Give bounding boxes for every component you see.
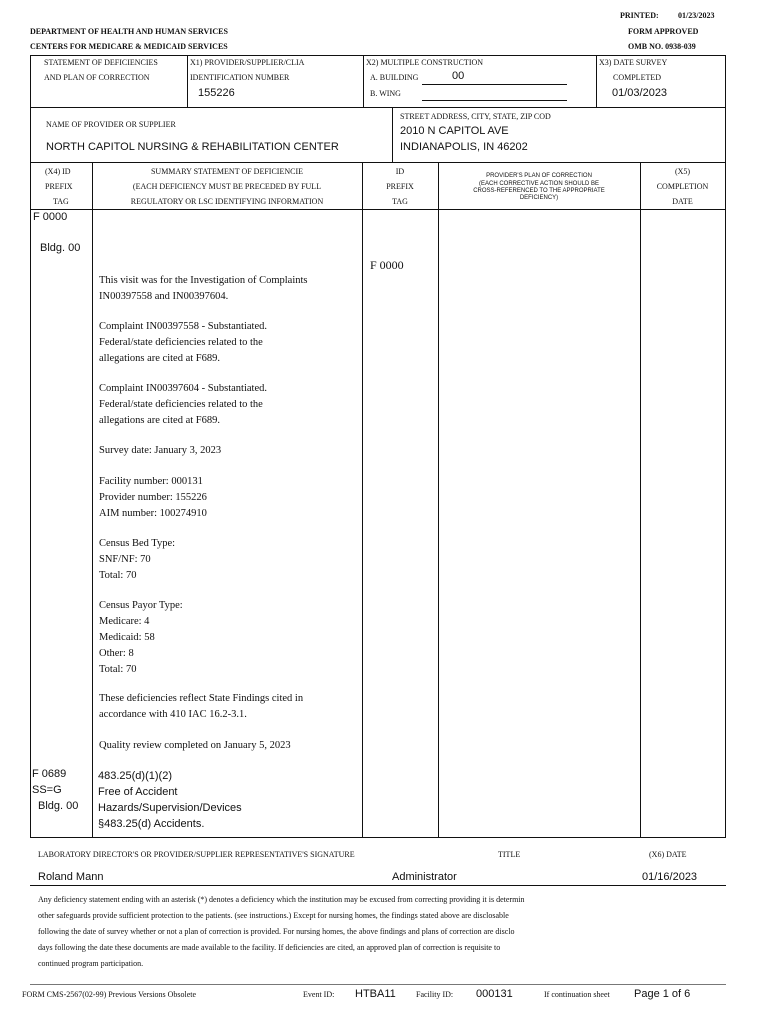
regulation-text: 483.25(d)(1)(2) Free of Accident Hazards/Supervision/Devices §483.25(d) Accidents. bbox=[98, 770, 242, 830]
continuation-label: If continuation sheet bbox=[544, 990, 610, 999]
plan-header-2: (EACH CORRECTIVE ACTION SHOULD BE bbox=[478, 181, 600, 187]
x4-header-3: TAG bbox=[53, 197, 69, 206]
summary-para-1: This visit was for the Investigation of Complaints IN00397558 and IN00397604. bbox=[99, 275, 308, 302]
department-name: DEPARTMENT OF HEALTH AND HUMAN SERVICES bbox=[30, 27, 228, 36]
statement-label-1: STATEMENT OF DEFICIENCIES bbox=[44, 58, 158, 67]
x3-label-2: COMPLETED bbox=[613, 73, 661, 82]
signer-title: Administrator bbox=[392, 871, 457, 883]
summary-para-8: These deficiencies reflect State Findings cited in accordance with 410 IAC 16.2-3.1. bbox=[99, 693, 304, 720]
printed-label: PRINTED: bbox=[620, 11, 659, 20]
x4-header-1: (X4) ID bbox=[45, 167, 71, 176]
x1-label-1: X1) PROVIDER/SUPPLIER/CLIA bbox=[190, 58, 305, 67]
statement-label-2: AND PLAN OF CORRECTION bbox=[44, 73, 150, 82]
event-id-value: HTBA11 bbox=[355, 988, 396, 1000]
deficiency-tag-2: F 0689 bbox=[32, 768, 67, 780]
provider-id-value: 155226 bbox=[198, 87, 235, 99]
summary-para-4: Survey date: January 3, 2023 bbox=[99, 445, 222, 456]
x6-date-label: (X6) DATE bbox=[649, 850, 687, 859]
id-header-3: TAG bbox=[392, 197, 408, 206]
x1-label-2: IDENTIFICATION NUMBER bbox=[190, 73, 290, 82]
summary-para-2: Complaint IN00397558 - Substantiated. Federal/state deficiencies related to the allegations are cited at F689. bbox=[99, 321, 267, 364]
title-label: TITLE bbox=[498, 850, 521, 859]
provider-name-label: NAME OF PROVIDER OR SUPPLIER bbox=[46, 120, 176, 129]
printed-date: 01/23/2023 bbox=[678, 11, 715, 20]
building-tag-1: Bldg. 00 bbox=[40, 242, 81, 254]
building-tag-2: Bldg. 00 bbox=[38, 800, 79, 812]
omb-number: OMB NO. 0938-039 bbox=[628, 42, 696, 51]
address-line-2: INDIANAPOLIS, IN 46202 bbox=[400, 141, 528, 153]
address-line-1: 2010 N CAPITOL AVE bbox=[400, 125, 509, 137]
event-id-label: Event ID: bbox=[303, 990, 335, 999]
x4-header-2: PREFIX bbox=[45, 182, 73, 191]
signature-date: 01/16/2023 bbox=[642, 871, 698, 883]
x2-label: X2) MULTIPLE CONSTRUCTION bbox=[366, 58, 484, 67]
provider-name-value: NORTH CAPITOL NURSING & REHABILITATION CENTER bbox=[46, 141, 339, 153]
facility-id-value: 000131 bbox=[476, 988, 513, 1000]
summary-para-7: Census Payor Type: Medicare: 4 Medicaid: 58 Other: 8 Total: 70 bbox=[99, 600, 183, 675]
wing-label: B. WING bbox=[370, 89, 401, 98]
summary-para-5: Facility number: 000131 Provider number: 155226 AIM number: 100274910 bbox=[99, 476, 207, 519]
centers-name: CENTERS FOR MEDICARE & MEDICAID SERVICES bbox=[30, 42, 228, 51]
summary-para-3: Complaint IN00397604 - Substantiated. Federal/state deficiencies related to the allegations are cited at F689. bbox=[99, 383, 267, 426]
plan-header-1: PROVIDER'S PLAN OF CORRECTION bbox=[486, 173, 592, 179]
survey-date-value: 01/03/2023 bbox=[612, 87, 668, 99]
x5-header-3: DATE bbox=[672, 197, 693, 206]
x5-header-2: COMPLETION bbox=[656, 182, 709, 191]
signer-name: Roland Mann bbox=[38, 871, 104, 883]
page-number: Page 1 of 6 bbox=[634, 988, 691, 1000]
building-label: A. BUILDING bbox=[370, 73, 419, 82]
form-approved: FORM APPROVED bbox=[628, 27, 699, 36]
x3-label-1: X3) DATE SURVEY bbox=[599, 58, 668, 67]
x5-header-1: (X5) bbox=[674, 167, 691, 176]
facility-id-label: Facility ID: bbox=[416, 990, 454, 999]
deficiency-tag-1: F 0000 bbox=[33, 211, 68, 223]
plan-header-4: DEFICIENCY) bbox=[519, 195, 559, 201]
summary-header-1: SUMMARY STATEMENT OF DEFICIENCIE bbox=[150, 167, 304, 176]
id-header-2: PREFIX bbox=[386, 182, 414, 191]
signature-label: LABORATORY DIRECTOR'S OR PROVIDER/SUPPLIER REPRESENTATIVE'S SIGNATURE bbox=[38, 850, 355, 859]
plan-tag-1: F 0000 bbox=[370, 258, 404, 272]
id-header-1: ID bbox=[395, 167, 405, 176]
summary-header-2: (EACH DEFICIENCY MUST BE PRECEDED BY FULL bbox=[132, 182, 322, 191]
summary-para-6: Census Bed Type: SNF/NF: 70 Total: 70 bbox=[99, 538, 176, 581]
building-value: 00 bbox=[452, 70, 465, 82]
disclaimer-footnote: Any deficiency statement ending with an asterisk (*) denotes a deficiency which the institution may be excused from correcting providing it is determin other safeguards provide sufficient protection to the patients. (see instructions.) Except for nursing homes, the findings stated above are disclosable following the date of survey whether or not a plan of correction is provided. For nursing homes, the above findings and plans of correction are disclo days following the date these documents are made available to the facility. If deficiencies are cited, an approved plan of correction is requisite to continued program participation. bbox=[38, 895, 525, 968]
severity-scope: SS=G bbox=[32, 784, 62, 796]
plan-header-3: CROSS-REFERENCED TO THE APPROPRIATE bbox=[473, 188, 605, 194]
summary-header-3: REGULATORY OR LSC IDENTIFYING INFORMATION bbox=[130, 197, 324, 206]
form-number: FORM CMS-2567(02-99) Previous Versions Obsolete bbox=[22, 990, 197, 999]
address-label: STREET ADDRESS, CITY, STATE, ZIP COD bbox=[400, 112, 551, 121]
summary-para-9: Quality review completed on January 5, 2023 bbox=[99, 740, 291, 751]
